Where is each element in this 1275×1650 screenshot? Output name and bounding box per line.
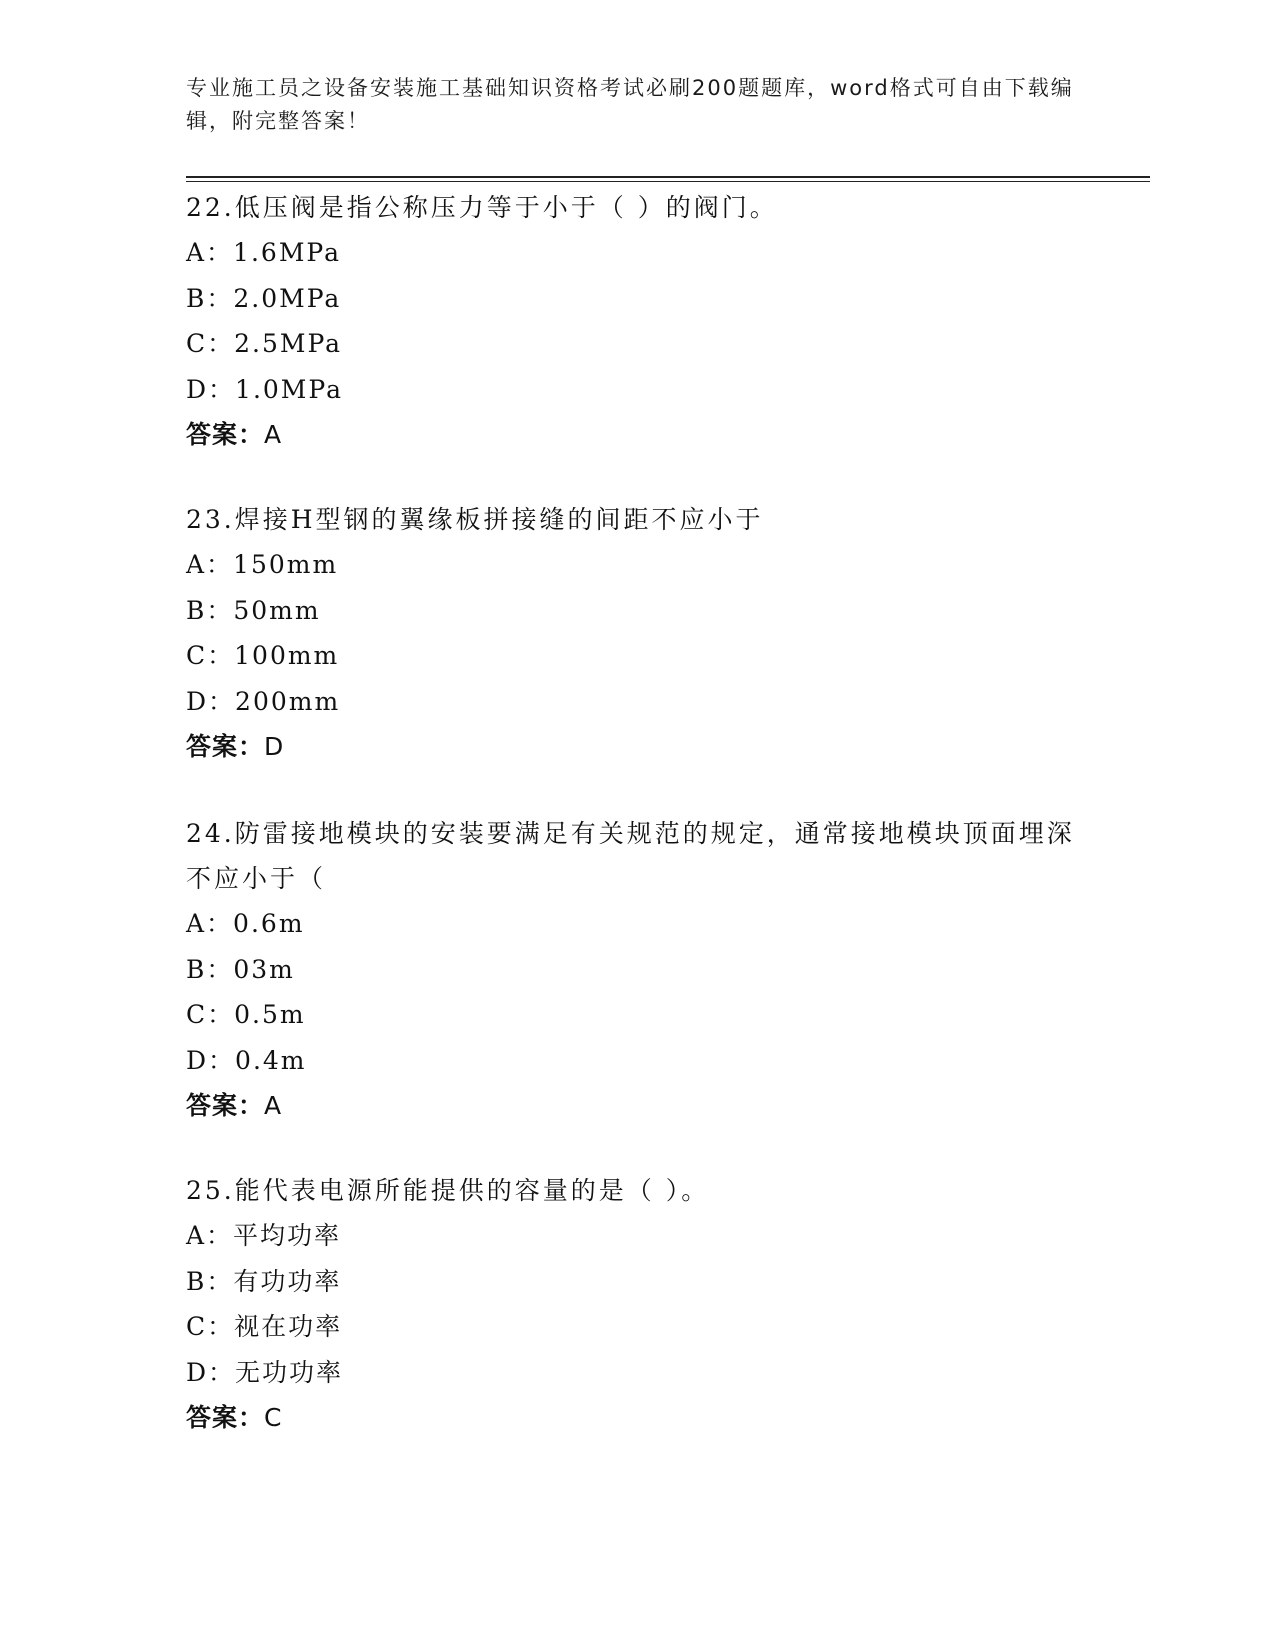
question-24 (186, 811, 1086, 1128)
option-d: D：200mm (186, 686, 341, 716)
option-a: A：150mm (186, 550, 339, 579)
answer-label: 答案： (186, 420, 265, 449)
document-header: 专业施工员之设备安装施工基础知识资格考试必刷200题题库，word格式可自由下载编辑，附完整答案！ (186, 76, 1074, 133)
question-22 (186, 185, 1086, 457)
option-d: D：无功功率 (186, 1357, 344, 1387)
question-23 (186, 497, 1086, 769)
option-d: D：1.0MPa (186, 374, 344, 404)
option-a: A：0.6m (186, 909, 305, 938)
answer-label: 答案： (186, 1091, 265, 1120)
answer-line (186, 1083, 1086, 1128)
option-a: A：1.6MPa (186, 238, 342, 267)
answer-line (186, 724, 1086, 769)
answer-label: 答案： (186, 1403, 265, 1432)
header-divider-thick (186, 176, 1150, 178)
answer-label: 答案： (186, 732, 265, 761)
answer-value: C (264, 1403, 283, 1432)
option-b: B：有功功率 (186, 1266, 342, 1296)
option-b: B：03m (186, 954, 295, 984)
option-b: B：50mm (186, 595, 321, 625)
option-c: C：视在功率 (186, 1312, 343, 1341)
option-a: A：平均功率 (186, 1221, 342, 1250)
question-stem: 23.焊接H型钢的翼缘板拼接缝的间距不应小于 (186, 505, 764, 534)
answer-value: A (264, 420, 283, 449)
option-c: C：100mm (186, 641, 340, 670)
option-d: D：0.4m (186, 1045, 307, 1075)
answer-value: D (264, 732, 285, 761)
option-c: C：2.5MPa (186, 329, 343, 358)
question-stem: 22.低压阀是指公称压力等于小于（ ）的阀门。 (186, 193, 778, 222)
question-stem: 24.防雷接地模块的安装要满足有关规范的规定，通常接地模块顶面埋深不应小于（ (186, 819, 1075, 893)
option-b: B：2.0MPa (186, 283, 342, 313)
answer-line (186, 1395, 1086, 1440)
answer-value: A (264, 1091, 283, 1120)
question-25 (186, 1168, 1086, 1440)
question-stem: 25.能代表电源所能提供的容量的是（ ）。 (186, 1176, 710, 1205)
header-divider-thin (186, 181, 1150, 182)
option-c: C：0.5m (186, 1000, 306, 1029)
answer-line (186, 412, 1086, 457)
